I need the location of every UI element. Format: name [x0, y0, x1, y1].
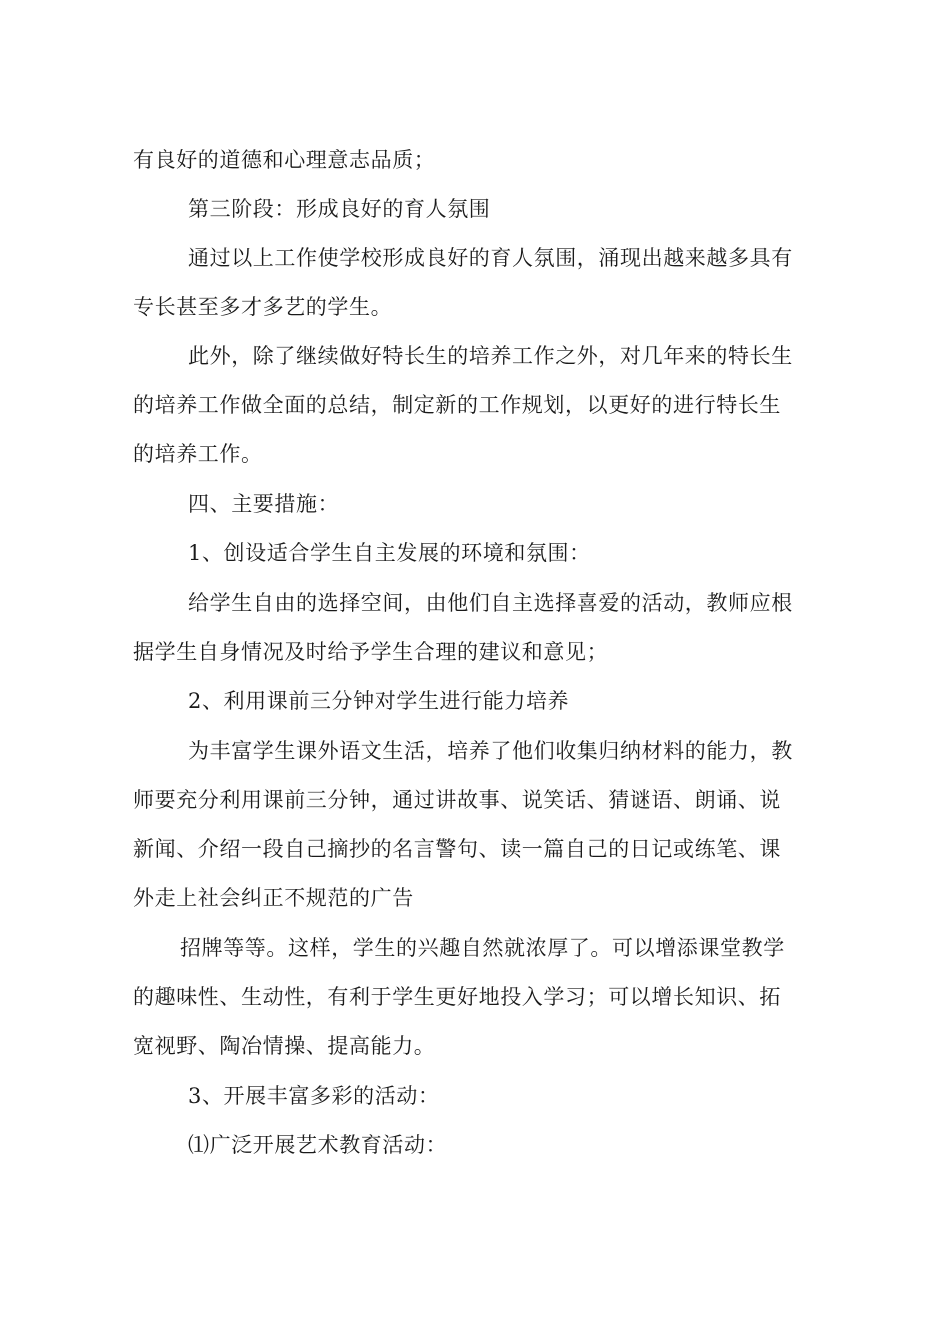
- text-line: 此外，除了继续做好特长生的培养工作之外，对几年来的特长生: [188, 344, 793, 368]
- text-line: 的趣味性、生动性，有利于学生更好地投入学习；可以增长知识、拓: [133, 985, 781, 1009]
- text-line: 外走上社会纠正不规范的广告: [133, 886, 414, 910]
- section-heading: 第三阶段：形成良好的育人氛围: [188, 197, 491, 221]
- text-line: 据学生自身情况及时给予学生合理的建议和意见；: [133, 640, 609, 664]
- list-item-heading: ⑴广泛开展艺术教育活动：: [188, 1133, 448, 1157]
- text-line: 有良好的道德和心理意志品质；: [133, 148, 436, 172]
- text-line: 通过以上工作使学校形成良好的育人氛围，涌现出越来越多具有: [188, 246, 793, 270]
- text-line: 的培养工作。: [133, 442, 263, 466]
- text-line: 给学生自由的选择空间，由他们自主选择喜爱的活动，教师应根: [188, 591, 793, 615]
- text-line: 宽视野、陶冶情操、提高能力。: [133, 1034, 436, 1058]
- text-line: 师要充分利用课前三分钟，通过讲故事、说笑话、猜谜语、朗诵、说: [133, 788, 781, 812]
- subsection-heading: 1、创设适合学生自主发展的环境和氛围：: [188, 541, 591, 565]
- text-line: 为丰富学生课外语文生活，培养了他们收集归纳材料的能力，教: [188, 739, 793, 763]
- text-line: 的培养工作做全面的总结，制定新的工作规划，以更好的进行特长生: [133, 393, 781, 417]
- subsection-heading: 3、开展丰富多彩的活动：: [188, 1084, 440, 1108]
- text-line: 专长甚至多才多艺的学生。: [133, 295, 393, 319]
- text-line: 新闻、介绍一段自己摘抄的名言警句、读一篇自己的日记或练笔、课: [133, 837, 781, 861]
- section-heading: 四、主要措施：: [188, 492, 340, 516]
- subsection-heading: 2、利用课前三分钟对学生进行能力培养: [188, 689, 570, 713]
- text-line: 招牌等等。这样，学生的兴趣自然就浓厚了。可以增添课堂教学: [180, 936, 785, 960]
